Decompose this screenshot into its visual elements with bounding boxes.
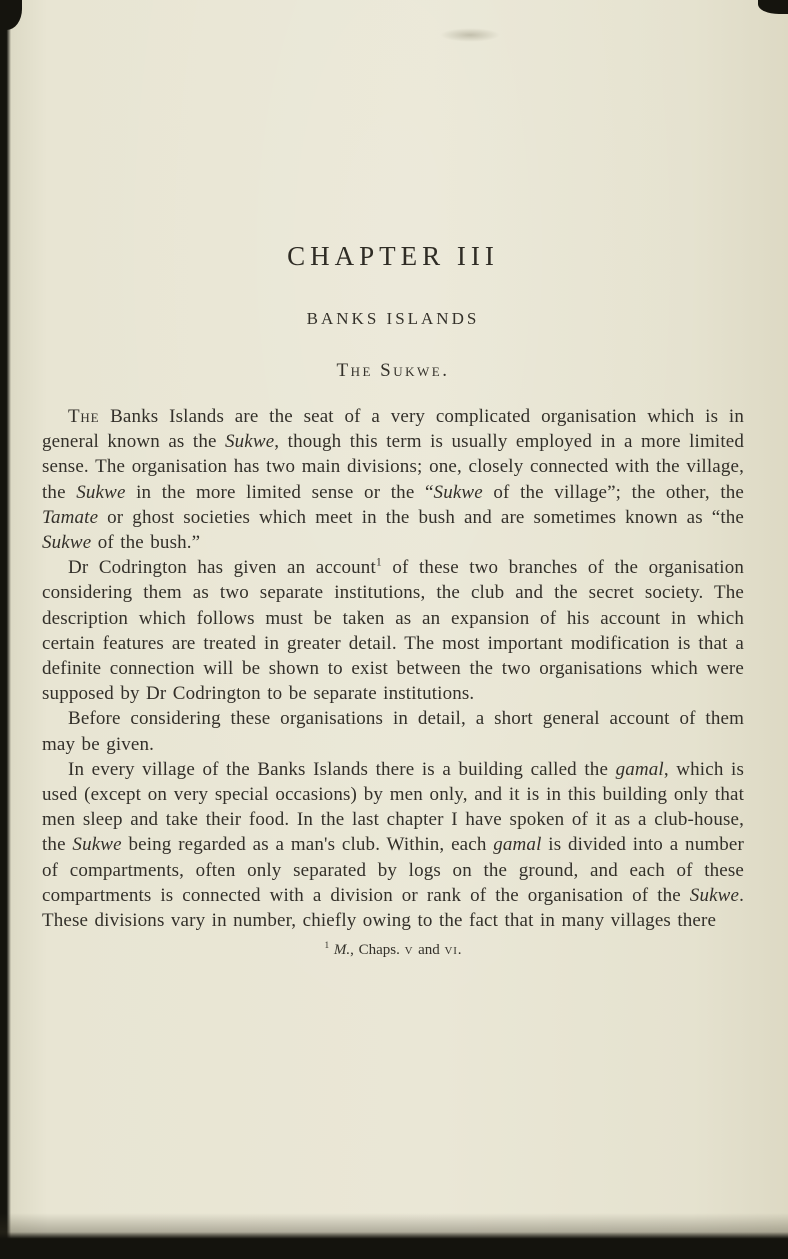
scan-edge-left	[0, 0, 11, 1259]
scan-smudge	[440, 28, 500, 42]
section-heading: BANKS ISLANDS	[306, 309, 480, 328]
paragraph-1: The Banks Islands are the seat of a very complicated organisation which is in general known as the Sukwe, though this term is usually employed in a more limited sense. The organisation has two main divisions; one, closely connected with the village, the Sukwe in the more limited sense or the “Sukwe of the village”; the other, the Tamate or ghost societies which meet in the bush and are sometimes known as “the Sukwe of the bush.”	[42, 406, 745, 554]
paragraph-2: Dr Codrington has given an account$^1$ of these two branches of the organisation considering them as two separate institutions, the club and the secret society. The description which follows must be taken as an expansion of his account in which certain features are treated in greater detail. The most important modification is that a definite connection will be shown to exist between the two organisations which were supposed by Dr Codrington to be separate institutions.	[42, 555, 744, 705]
scan-edge-bottom	[0, 1232, 788, 1259]
subsection-heading: The Sukwe.	[336, 360, 450, 381]
body-text	[42, 404, 744, 933]
footnote: $^1$ M., Chaps. v and vi.	[324, 941, 462, 959]
chapter-heading: CHAPTER III	[287, 241, 499, 271]
paragraph-3: Before considering these organisations in detail, a short general account of them may be given.	[42, 708, 744, 755]
paragraph-4: In every village of the Banks Islands there is a building called the gamal, which is used (except on very special occasions) by men only, and it is in this building only that men sleep and take their food. In the last chapter I have spoken of it as a club-house, the Sukwe being regarded as a man's club. Within, each gamal is divided into a number of compartments, often only separated by logs on the ground, and each of these compartments is connected with a division or rank of the organisation of the Sukwe. These divisions vary in number, chiefly owing to the fact that in many villages there	[42, 758, 744, 932]
